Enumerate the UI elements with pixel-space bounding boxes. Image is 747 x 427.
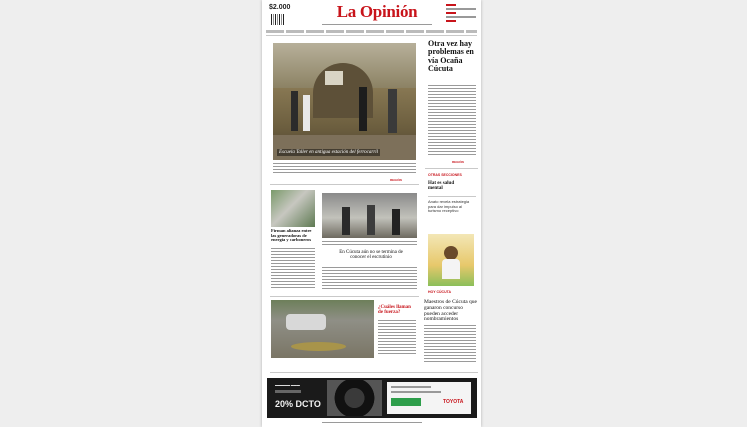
energy-photo[interactable]: [271, 190, 315, 227]
divider: [270, 372, 478, 373]
divider: [270, 296, 419, 297]
sections-label: OTRAS SECCIONES: [428, 173, 462, 177]
divider: [266, 35, 477, 36]
price-label: $2.000: [269, 4, 291, 11]
cartoon-tag: HOY CÚCUTA: [428, 290, 452, 294]
lead-story-text: [273, 163, 416, 174]
lead-story-page-ref[interactable]: REGIÓN: [390, 178, 402, 182]
advertisement-banner[interactable]: ▬▬▬▬▬ ▬▬▬ 20% DCTO TOYOTA: [267, 378, 477, 418]
potholes-text: [378, 320, 416, 356]
newspaper-front-page: [262, 0, 481, 427]
lead-photo-caption: Escuela Taller en antigua estación del ferrocarril: [279, 150, 379, 155]
culture-photo[interactable]: [322, 193, 417, 238]
potholes-photo[interactable]: [271, 300, 374, 358]
divider: [270, 184, 419, 185]
culture-headline[interactable]: En Cúcuta aún no se termina de conocer el escrutinio: [339, 250, 403, 261]
dateline: [322, 24, 432, 27]
sections-item-1[interactable]: Hat es salud mental: [428, 181, 455, 192]
masthead-title[interactable]: La Opinión: [336, 2, 418, 21]
divider: [428, 196, 476, 197]
teachers-text: [424, 325, 476, 363]
energy-headline[interactable]: Firman alianza entre las generadoras de energía y carboneros: [271, 228, 312, 243]
lead-photo[interactable]: [273, 43, 416, 160]
divider: [425, 168, 478, 169]
culture-text: [322, 267, 417, 289]
culture-caption: [322, 241, 417, 246]
header-ears: [446, 4, 476, 24]
ad-discount[interactable]: 20% DCTO: [275, 399, 321, 409]
teaser-strip: [266, 30, 477, 33]
side-story-page-ref[interactable]: REGIÓN: [452, 160, 464, 164]
tire-image: [327, 380, 382, 416]
toyota-logo[interactable]: TOYOTA: [443, 399, 464, 405]
potholes-headline[interactable]: ¿Cuáles llaman de fuerza?: [378, 305, 411, 316]
energy-text: [271, 248, 315, 288]
cartoon-illustration[interactable]: [428, 234, 474, 286]
barcode: [271, 14, 285, 25]
side-story-headline[interactable]: Otra vez hay problemas en vía Ocaña Cúcuta: [428, 39, 474, 74]
footer: [322, 422, 422, 425]
side-story-text: [428, 85, 476, 157]
teachers-headline[interactable]: Maestros de Cúcuta que ganaron concurso pueden acceder nombramientos: [424, 299, 477, 323]
sections-item-2[interactable]: Anato revela estrategia para dar impulso al turismo receptivo: [428, 199, 470, 214]
